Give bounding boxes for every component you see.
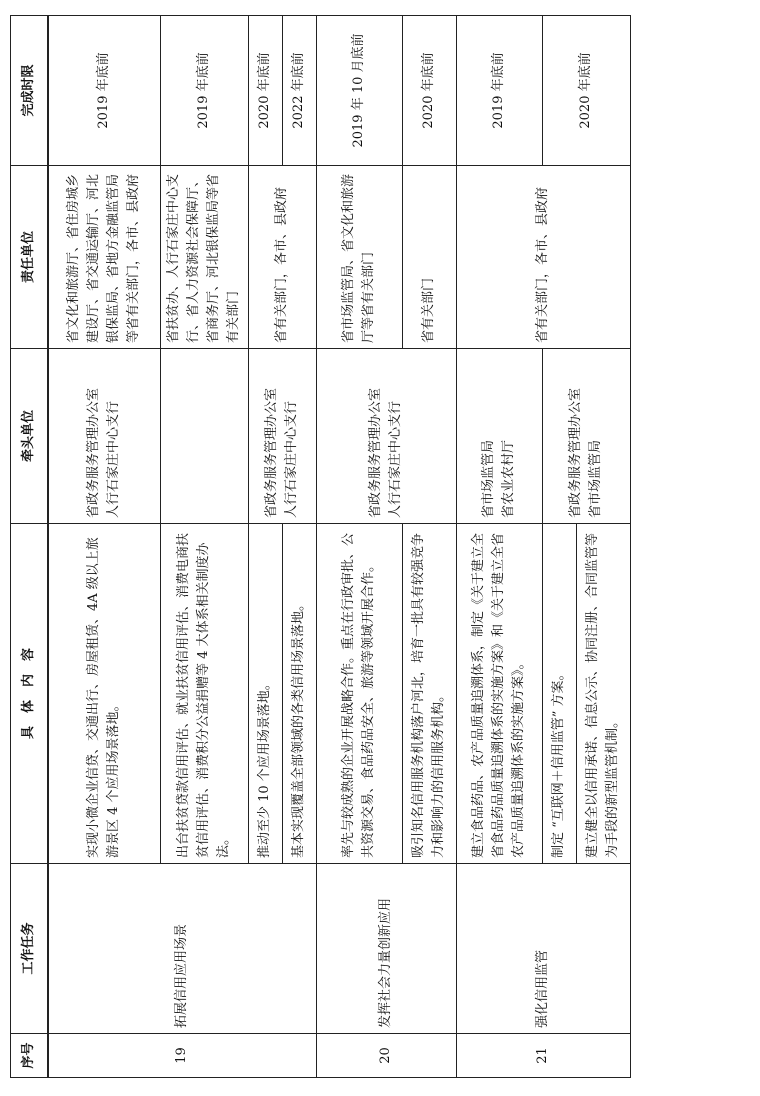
header-responsible: 责任单位	[11, 166, 49, 349]
content-cell: 建立健全以信用承诺、信息公示、协同注册、合同监管等为手段的新型监管机制。	[576, 524, 630, 864]
responsible-cell: 省文化和旅游厅、省住房城乡建设厅、省交通运输厅、河北银保监局、省地方金融监管局等省有关部门，各市、县政府	[48, 166, 160, 349]
deadline-cell: 2020 年底前	[402, 16, 456, 166]
deadline-cell: 2019 年底前	[456, 16, 542, 166]
header-lead: 牵头单位	[11, 349, 49, 524]
deadline-cell: 2019 年底前	[160, 16, 248, 166]
row-index: 20	[316, 1034, 456, 1078]
row-index: 19	[48, 1034, 316, 1078]
task-table	[10, 15, 631, 1078]
deadline-cell: 2022 年底前	[282, 16, 316, 166]
lead-cell: 省政务服务管理办公室 人行石家庄中心支行	[248, 349, 316, 524]
header-row	[11, 16, 49, 1078]
lead-cell: 省政务服务管理办公室 人行石家庄中心支行	[316, 349, 456, 524]
content-cell: 出台扶贫贷款信用评估、就业扶贫信用评估、消费电商扶贫信用评估、消费积分公益捐赠等 4 大体系相关制度办法。	[160, 524, 248, 864]
responsible-cell: 省有关部门，各市、县政府	[248, 166, 316, 349]
row-task: 拓展信用应用场景	[48, 864, 316, 1034]
deadline-cell: 2019 年 10 月底前	[316, 16, 402, 166]
header-deadline: 完成时限	[11, 16, 49, 166]
table-row	[48, 16, 160, 1078]
row-index: 21	[456, 1034, 630, 1078]
content-cell: 推动至少 10 个应用场景落地。	[248, 524, 282, 864]
row-task: 发挥社会力量创新应用	[316, 864, 456, 1034]
responsible-cell: 省扶贫办、人行石家庄中心支行、省人力资源社会保障厅、省商务厅、河北银保监局等省有关部门	[160, 166, 248, 349]
content-cell: 实现小微企业信贷、交通出行、房屋租赁、4A 级以上旅游景区 4 个应用场景落地。	[48, 524, 160, 864]
table-row	[456, 16, 542, 1078]
deadline-cell: 2019 年底前	[48, 16, 160, 166]
lead-cell: 省政务服务管理办公室 省市场监管局	[542, 349, 630, 524]
header-task: 工作任务	[11, 864, 49, 1034]
responsible-cell: 省市场监管局、省文化和旅游厅等省有关部门	[316, 166, 402, 349]
content-cell: 率先与较成熟的企业开展战略合作。重点在行政审批、公共资源交易、食品药品安全、旅游等领域开展合作。	[316, 524, 402, 864]
responsible-cell: 省有关部门，各市、县政府	[456, 166, 630, 349]
lead-cell: 省政务服务管理办公室 人行石家庄中心支行	[48, 349, 160, 524]
lead-cell	[160, 349, 248, 524]
table-row	[316, 16, 402, 1078]
content-cell: 基本实现覆盖全部领域的各类信用场景落地。	[282, 524, 316, 864]
deadline-cell: 2020 年底前	[542, 16, 630, 166]
content-cell: 制定 “互联网＋信用监管” 方案。	[542, 524, 576, 864]
header-content: 具 体 内 容	[11, 524, 49, 864]
header-index: 序号	[11, 1034, 49, 1078]
lead-cell: 省市场监管局 省农业农村厅	[456, 349, 542, 524]
row-task: 强化信用监管	[456, 864, 630, 1034]
content-cell: 建立食品药品、农产品质量追溯体系，制定《关于建立全省食品药品质量追溯体系的实施方案》和《关于建立全省农产品质量追溯体系的实施方案》。	[456, 524, 542, 864]
deadline-cell: 2020 年底前	[248, 16, 282, 166]
responsible-cell: 省有关部门	[402, 166, 456, 349]
content-cell: 吸引知名信用服务机构落户河北，培育一批具有较强竞争力和影响力的信用服务机构。	[402, 524, 456, 864]
